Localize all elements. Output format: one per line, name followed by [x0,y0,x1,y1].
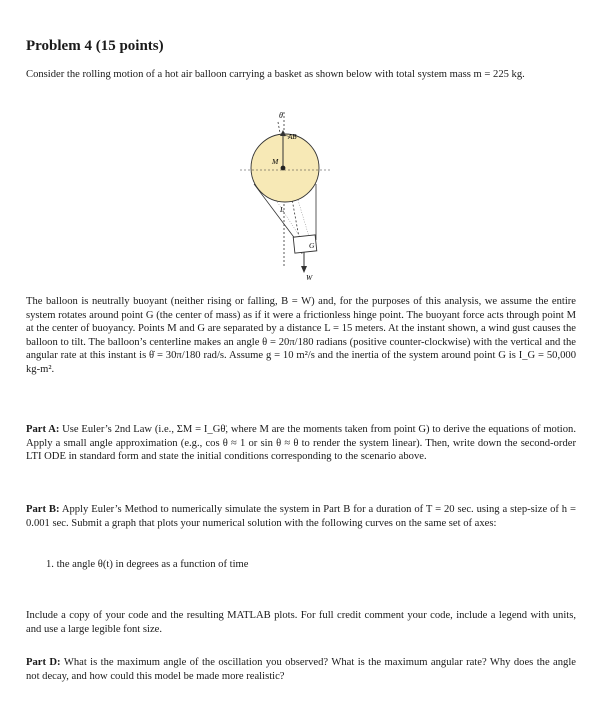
balloon-diagram [220,108,370,284]
part-d-paragraph [26,656,576,683]
ab-label: AB [288,133,297,141]
setup-paragraph: The balloon is neutrally buoyant (neither rising or falling, B = W) and, for the purposes of this analysis, we assume the entire system rotates around point G (the center of mass) as if it were a frictionless hinge point. The buoyant force acts through point M at the center of buoyancy. Points M and G are separated by a distance L = 15 meters. At the instant shown, a wind gust causes the balloon to tilt. The balloon’s centerline makes an angle θ = 20π/180 radians (positive counter-clockwise) with the vertical and the angular rate at this instant is θ̇ = 30π/180 rad/s. Assume g = 10 m²/s and the inertia of the system around point G is I_G = 50,000 kg-m². [26,296,576,375]
part-d-text: What is the maximum angle of the oscillation you observed? What is the maximum angular rate? Why does the angle not decay, and how could this model be made more realistic? [26,657,577,682]
w-label: W [306,273,313,282]
part-a-label: Part A: [26,424,60,435]
buoyancy-arrow-head [280,130,286,136]
part-a-text: Use Euler’s 2nd Law (i.e., ΣM = I_Gθ̈, where M are the moments taken from point G) to derive the equations of motion. Apply a small angle approximation (e.g., cos θ ≈ 1 or sin θ ≈ θ to render the system linear). Then, write down the second-order LTI ODE in standard form and state the initial conditions corresponding to the scenario above. [26,424,576,463]
g-label: G [309,241,315,250]
part-a-paragraph [26,423,576,464]
part-b-text: Apply Euler’s Method to numerically simulate the system in Part B for a duration of T = 20 sec. using a step-size of h = 0.001 sec. Submit a graph that plots your numerical solution with the following curves on the same set of axes: [26,504,576,529]
point-m [281,166,286,171]
intro-paragraph: Consider the rolling motion of a hot air balloon carrying a basket as shown below with total system mass m = 225 kg. [26,69,525,80]
l-label: L [280,205,285,214]
theta-label: θ [279,111,283,120]
part-b-label: Part B: [26,504,60,515]
part-b-list-item: 1. the angle θ(t) in degrees as a function of time [46,559,249,570]
include-paragraph: Include a copy of your code and the resulting MATLAB plots. For full credit comment your code, include a legend with units, and use a large legible font size. [26,610,576,635]
part-b-paragraph [26,503,576,530]
weight-arrow-head [301,266,307,273]
suspension-line-inner-2 [298,200,310,240]
problem-heading: Problem 4 (15 points) [26,38,164,54]
part-d-label: Part D: [26,657,61,668]
m-label: M [272,157,279,166]
